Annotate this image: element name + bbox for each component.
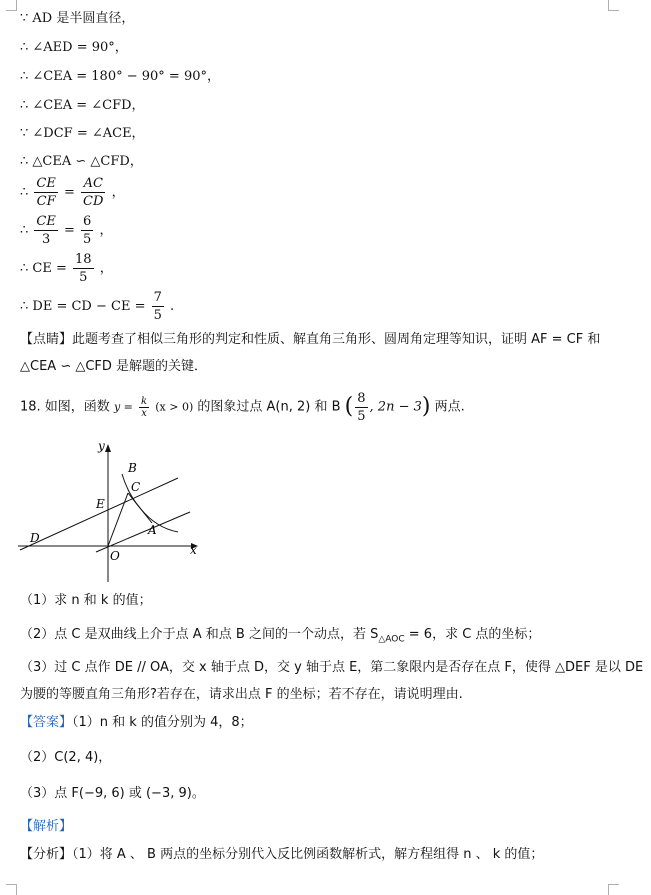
question-part: （1）求 n 和 k 的值； [20,593,152,608]
step-prefix: ∴ [20,185,29,200]
numerator: 8 [357,390,366,406]
fraction [81,175,105,210]
function-domain: (x > 0) [155,400,194,414]
step-suffix: ， [99,261,113,276]
page-corner-mark [6,884,17,895]
step-suffix: ， [111,185,125,200]
fraction [152,289,164,324]
x-axis-label: x [190,543,197,557]
question-part [20,626,540,649]
question-part: （3）过 C 点作 DE // OA，交 x 轴于点 D，交 y 轴于点 E，第二象限内是否存在点 F，使得 △DEF 是以 DE [20,660,644,675]
problem-statement [20,388,465,427]
segment-ca [128,493,152,523]
denominator: 5 [79,270,88,285]
point-e-label: E [96,497,105,511]
area-subscript: △AOC [378,634,405,645]
numerator: AC [81,175,105,193]
numerator: CE [36,176,56,191]
page-corner-mark [608,884,619,895]
numerator: k [141,395,148,407]
point-d-label: D [30,531,40,545]
answer-tag: 【答案】 [20,715,73,730]
equals-sign: = [64,223,75,238]
comment-line: △CEA ∽ △CFD 是解题的关键． [20,359,208,374]
answer-line: （2）C(2, 4)， [20,750,112,765]
numerator: 18 [75,252,92,267]
part-text: （2）点 C 是双曲线上介于点 A 和点 B 之间的一个动点，若 S [20,627,379,642]
equals-sign: = [64,185,75,200]
proof-step-fraction [20,213,112,248]
denominator: 5 [83,232,92,247]
fraction [81,213,93,248]
answer-line [20,714,253,732]
denominator: CD [83,194,104,209]
problem-lead: 18. 如图，函数 [20,399,110,415]
numerator: 6 [83,214,92,229]
function-graph [18,436,203,586]
problem-mid: 的图象过点 A(n, 2) 和 B [197,399,341,415]
step-suffix: ， [99,223,113,238]
proof-step: ∵ AD 是半圆直径， [20,11,135,26]
proof-step: ∵ ∠DCF = ∠ACE， [20,126,145,141]
denominator: 5 [153,308,162,323]
denominator: x [141,407,147,419]
numerator: CE [36,214,56,229]
y-axis-arrow [105,444,111,452]
proof-step: ∴ ∠CEA = ∠CFD， [20,98,145,113]
proof-step-fraction [20,251,113,286]
proof-step: ∴ ∠CEA = 180° − 90° = 90°， [20,69,220,84]
y-axis-label: y [98,439,105,453]
proof-step-fraction [20,175,125,210]
numerator: 7 [153,290,162,305]
comment-line: 【点睛】此题考查了相似三角形的判定和性质、解直角三角形、圆周角定理等知识，证明 AF = CF 和 [20,332,601,347]
fraction [73,251,94,286]
denominator: 5 [357,408,366,424]
question-part: 为腰的等腰直角三角形?若存在，请求出点 F 的坐标；若不存在，请说明理由. [20,687,463,702]
origin-label: O [110,549,120,563]
point-b-rest: , 2n − 3 [369,399,422,415]
segment-oc [108,493,128,546]
analysis-tag: 【解析】 [20,819,73,834]
denominator: CF [36,194,56,209]
function-lhs: y = [113,400,133,414]
step-prefix: ∴ [20,223,29,238]
part-text: = 6，求 C 点的坐标； [404,627,541,642]
step-prefix: ∴ CE = [20,261,67,276]
point-b-label: B [128,461,137,475]
right-paren: ) [421,394,431,419]
proof-step: ∴ △CEA ∽ △CFD， [20,154,143,169]
problem-end: 两点. [434,399,465,415]
left-paren: ( [344,394,354,419]
fraction [34,175,57,210]
step-prefix: ∴ DE = CD − CE = [20,299,146,314]
fraction [355,390,367,425]
answer-text: （1）n 和 k 的值分别为 4，8； [72,715,253,730]
denominator: 3 [42,232,51,247]
point-c-label: C [131,480,141,494]
proof-step-fraction [20,289,174,324]
line-de [20,478,178,550]
answer-line: （3）点 F(−9, 6) 或 (−3, 9)。 [20,786,205,801]
page-corner-mark [608,0,619,11]
proof-step: ∴ ∠AED = 90°， [20,40,128,55]
page-corner-mark [6,0,17,11]
analysis-line: 【分析】（1）将 A 、 B 两点的坐标分别代入反比例函数解析式，解方程组得 n 、 k 的值； [20,847,544,862]
fraction [34,213,57,248]
point-a-label: A [148,523,157,537]
step-suffix: . [170,299,175,314]
function-fraction [139,396,149,419]
